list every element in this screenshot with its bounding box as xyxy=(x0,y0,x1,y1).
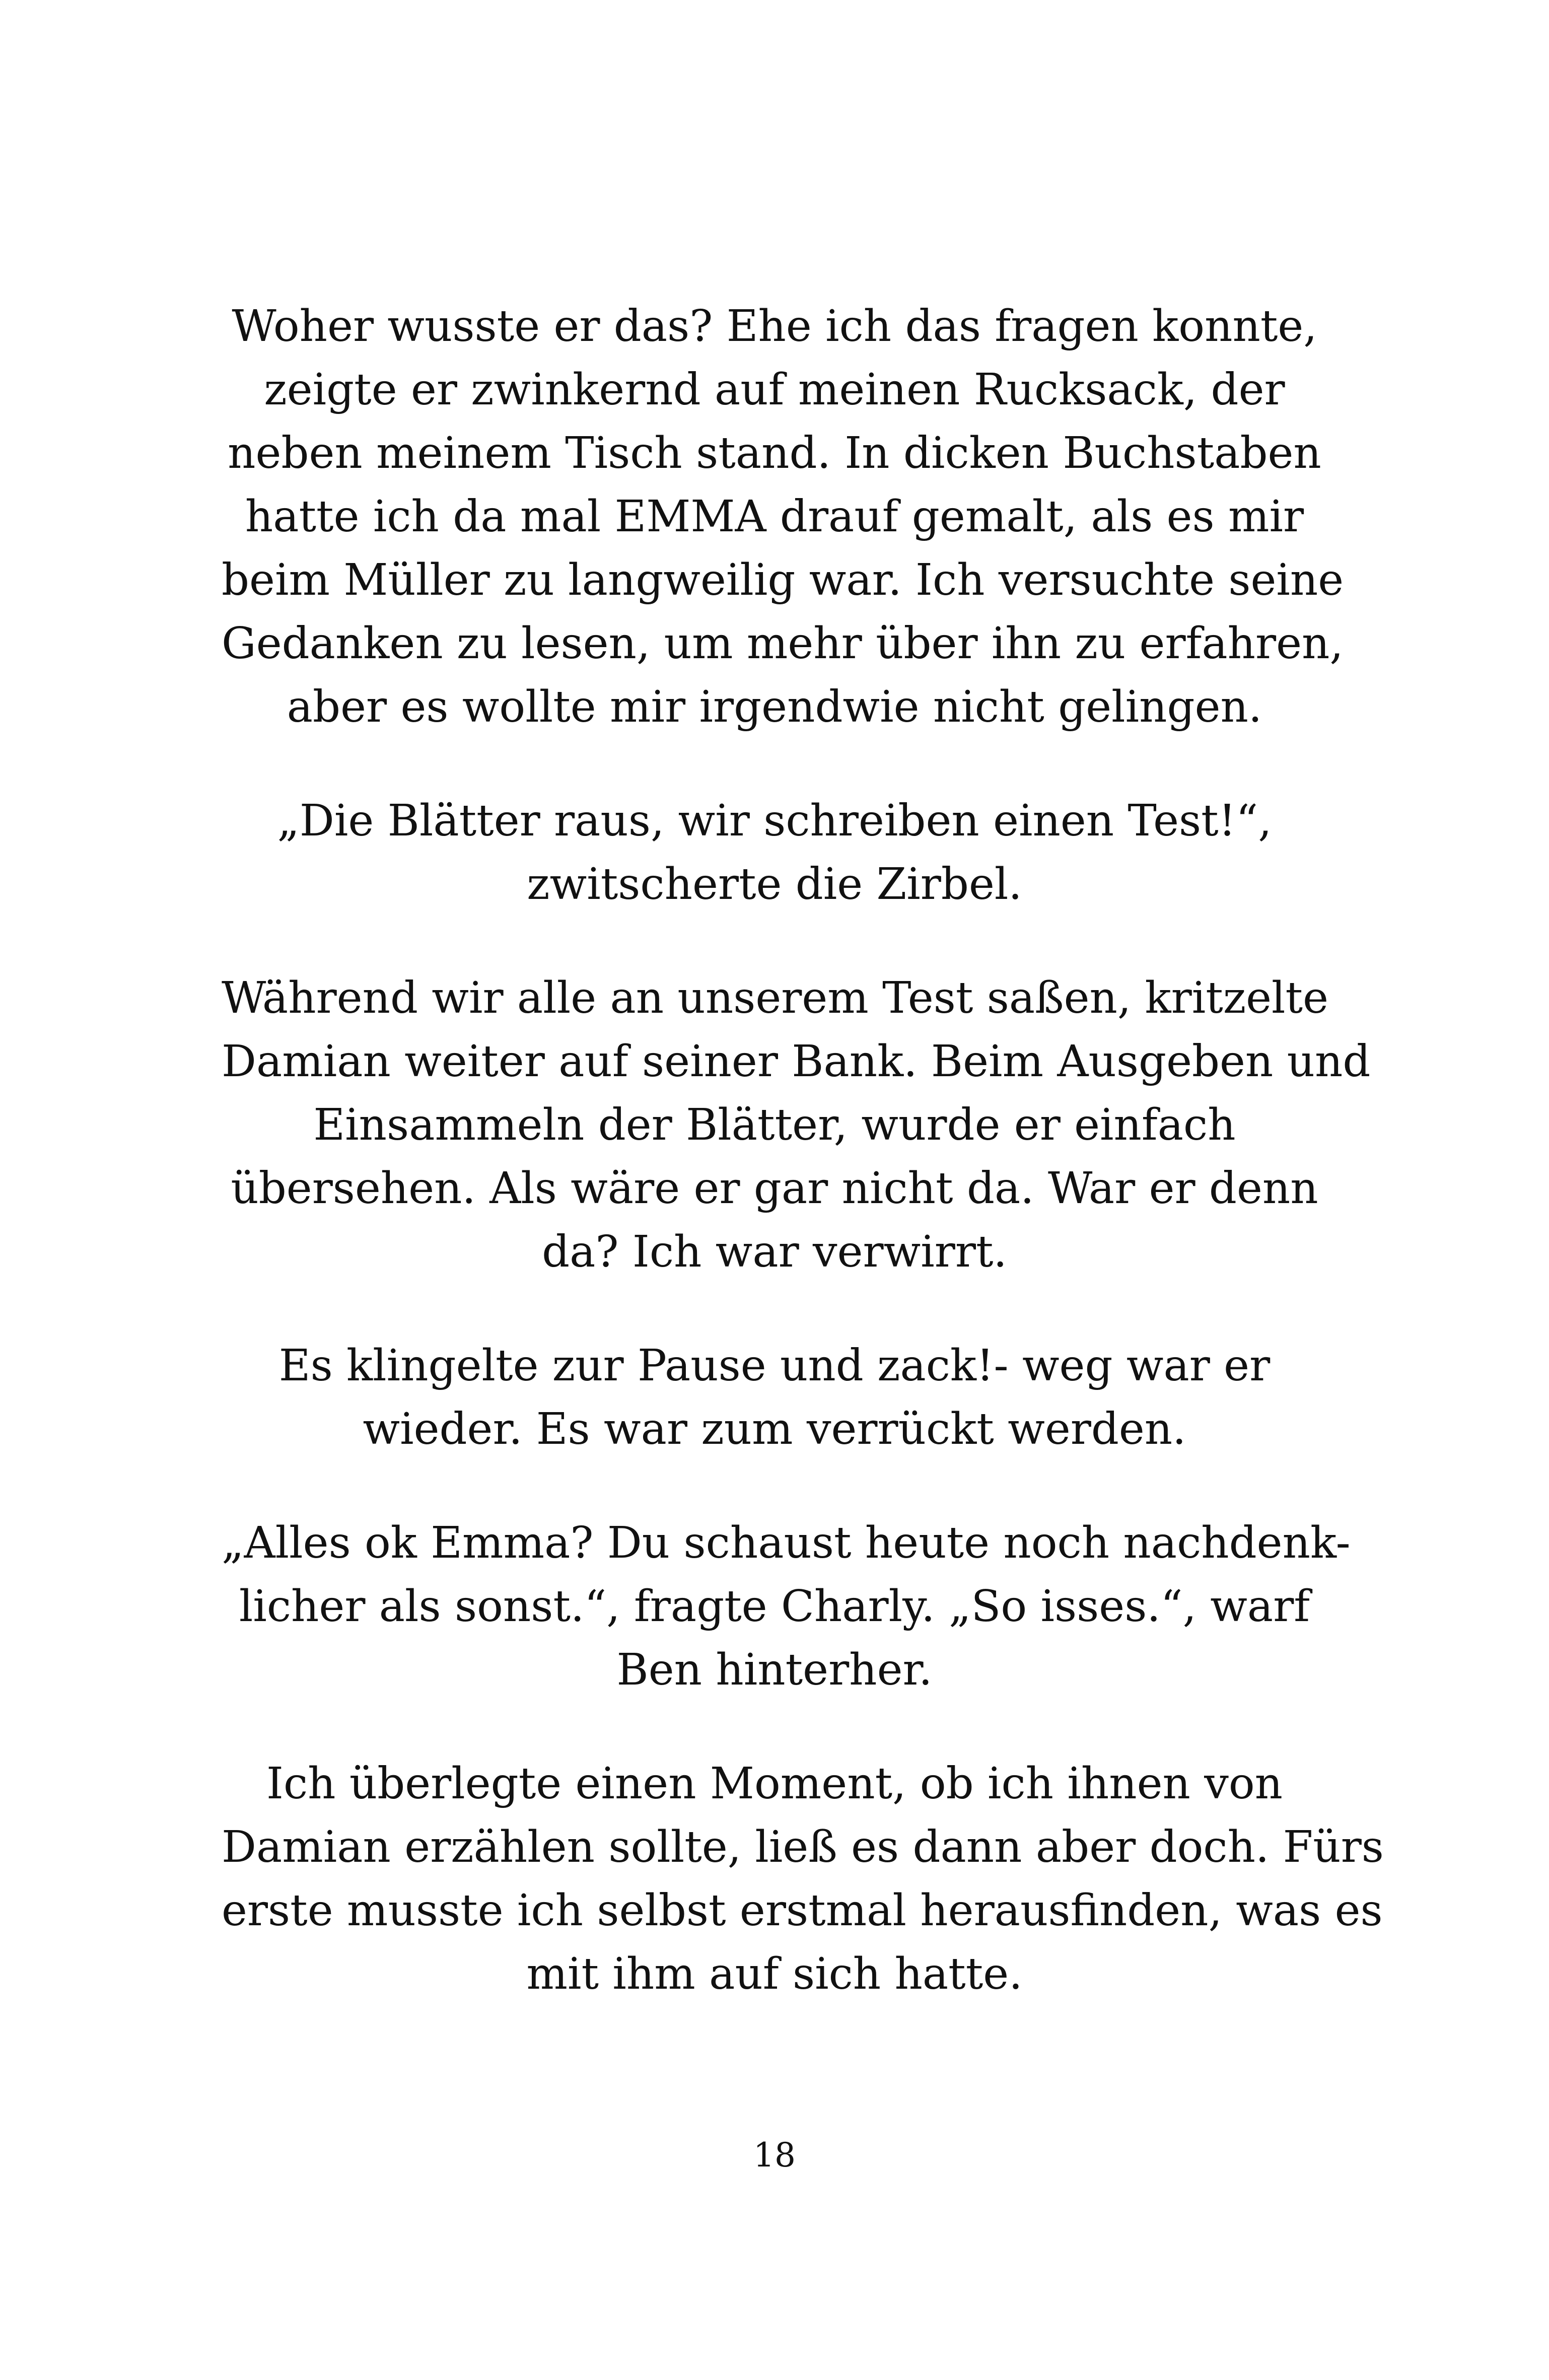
text-line: Ich überlegte einen Moment, ob ich ihnen von xyxy=(266,1759,1283,1809)
text-line: Damian weiter auf seiner Bank. Beim Ausgeben und xyxy=(222,1036,1371,1087)
paragraph-2 xyxy=(222,789,1327,916)
text-line: Während wir alle an unserem Test saßen, kritzelte xyxy=(222,973,1328,1023)
text-line: zwitscherte die Zirbel. xyxy=(527,859,1022,909)
text-line: Einsammeln der Blätter, wurde er einfach xyxy=(313,1100,1236,1150)
text-line: beim Müller zu langweilig war. Ich versuchte seine xyxy=(222,555,1344,605)
paragraph-3 xyxy=(222,966,1371,1284)
text-line: „Die Blätter raus, wir schreiben einen Test!“, xyxy=(277,796,1272,846)
text-line: Gedanken zu lesen, um mehr über ihn zu erfahren, xyxy=(222,618,1344,669)
text-line: übersehen. Als wäre er gar nicht da. War er denn xyxy=(231,1163,1318,1214)
text-line: erste musste ich selbst erstmal herausfinden, was es xyxy=(222,1885,1383,1936)
paragraph-4 xyxy=(222,1334,1327,1461)
text-line: zeigte er zwinkernd auf meinen Rucksack, der xyxy=(264,365,1285,415)
text-line: „Alles ok Emma? Du schaust heute noch nachdenk- xyxy=(222,1518,1351,1568)
text-line: Ben hinterher. xyxy=(616,1645,933,1695)
page-number: 18 xyxy=(753,2136,796,2175)
text-line: Woher wusste er das? Ehe ich das fragen konnte, xyxy=(232,301,1317,352)
text-line: Damian erzählen sollte, ließ es dann aber doch. Fürs xyxy=(222,1822,1384,1872)
text-line: licher als sonst.“, fragte Charly. „So isses.“, warf xyxy=(239,1581,1310,1632)
body-text xyxy=(222,295,1384,2056)
text-line: mit ihm auf sich hatte. xyxy=(526,1949,1023,1999)
paragraph-6 xyxy=(222,1752,1384,2006)
text-line: neben meinem Tisch stand. In dicken Buchstaben xyxy=(228,428,1321,478)
paragraph-5 xyxy=(222,1511,1351,1702)
paragraph-1 xyxy=(222,295,1344,739)
text-line: da? Ich war verwirrt. xyxy=(542,1227,1007,1277)
text-line: wieder. Es war zum verrückt werden. xyxy=(363,1404,1186,1454)
text-line: Es klingelte zur Pause und zack!- weg war er xyxy=(278,1341,1271,1391)
text-line: aber es wollte mir irgendwie nicht gelingen. xyxy=(287,682,1262,732)
text-line: hatte ich da mal EMMA drauf gemalt, als es mir xyxy=(245,492,1304,542)
